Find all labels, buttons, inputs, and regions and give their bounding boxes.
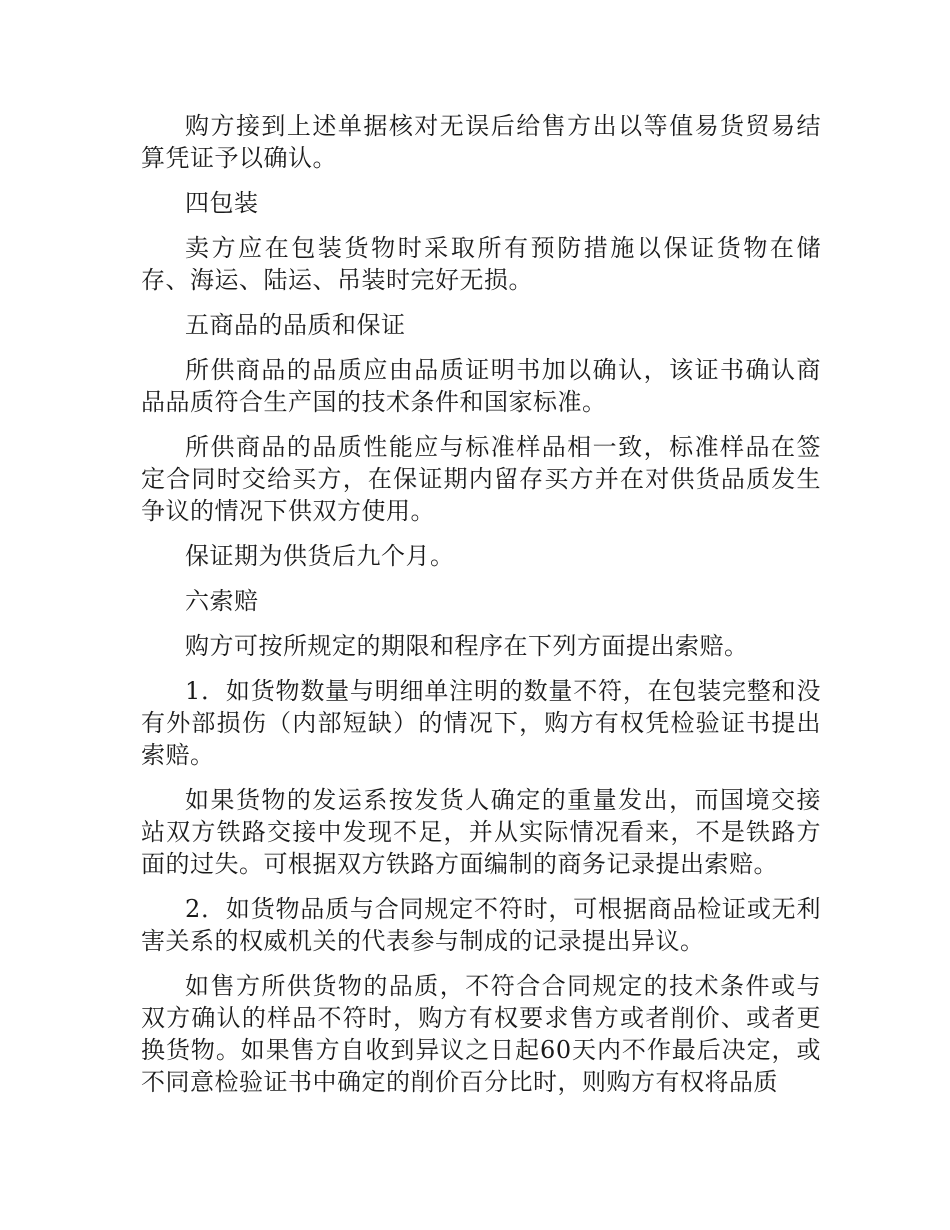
- paragraph-quality-certificate: 所供商品的品质应由品质证明书加以确认，该证书确认商品品质符合生产国的技术条件和国家标准。: [141, 356, 821, 416]
- paragraph-confirmation: 购方接到上述单据核对无误后给售方出以等值易货贸易结算凭证予以确认。: [141, 112, 821, 172]
- heading-quality-guarantee: 五商品的品质和保证: [185, 311, 406, 339]
- paragraph-claim-quality: 2．如货物品质与合同规定不符时，可根据商品检证或无利害关系的权威机关的代表参与制成的记录提出异议。: [141, 895, 821, 955]
- paragraph-claim-railway: 如果货物的发运系按发货人确定的重量发出，而国境交接站双方铁路交接中发现不足，并从实际情况看来，不是铁路方面的过失。可根据双方铁路方面编制的商务记录提出索赔。: [141, 786, 821, 878]
- paragraph-quality-sample: 所供商品的品质性能应与标准样品相一致，标准样品在签定合同时交给买方，在保证期内留存买方并在对供货品质发生争议的情况下供双方使用。: [141, 433, 821, 525]
- heading-packaging: 四包装: [185, 189, 259, 217]
- paragraph-claim-quantity: 1．如货物数量与明细单注明的数量不符，在包装完整和没有外部损伤（内部短缺）的情况下，购方有权凭检验证书提出索赔。: [141, 677, 821, 769]
- paragraph-claim-remedy: 如售方所供货物的品质，不符合合同规定的技术条件或与双方确认的样品不符时，购方有权要求售方或者削价、或者更换货物。如果售方自收到异议之日起60天内不作最后决定，或不同意检验证书中确定的削价百分比时，则购方有权将品质: [141, 972, 821, 1096]
- heading-claims: 六索赔: [185, 587, 259, 615]
- paragraph-packaging: 卖方应在包装货物时采取所有预防措施以保证货物在储存、海运、陆运、吊装时完好无损。: [141, 234, 821, 294]
- paragraph-claims-intro: 购方可按所规定的期限和程序在下列方面提出索赔。: [185, 632, 749, 660]
- paragraph-guarantee-period: 保证期为供货后九个月。: [185, 542, 455, 570]
- document-body: [141, 110, 821, 1111]
